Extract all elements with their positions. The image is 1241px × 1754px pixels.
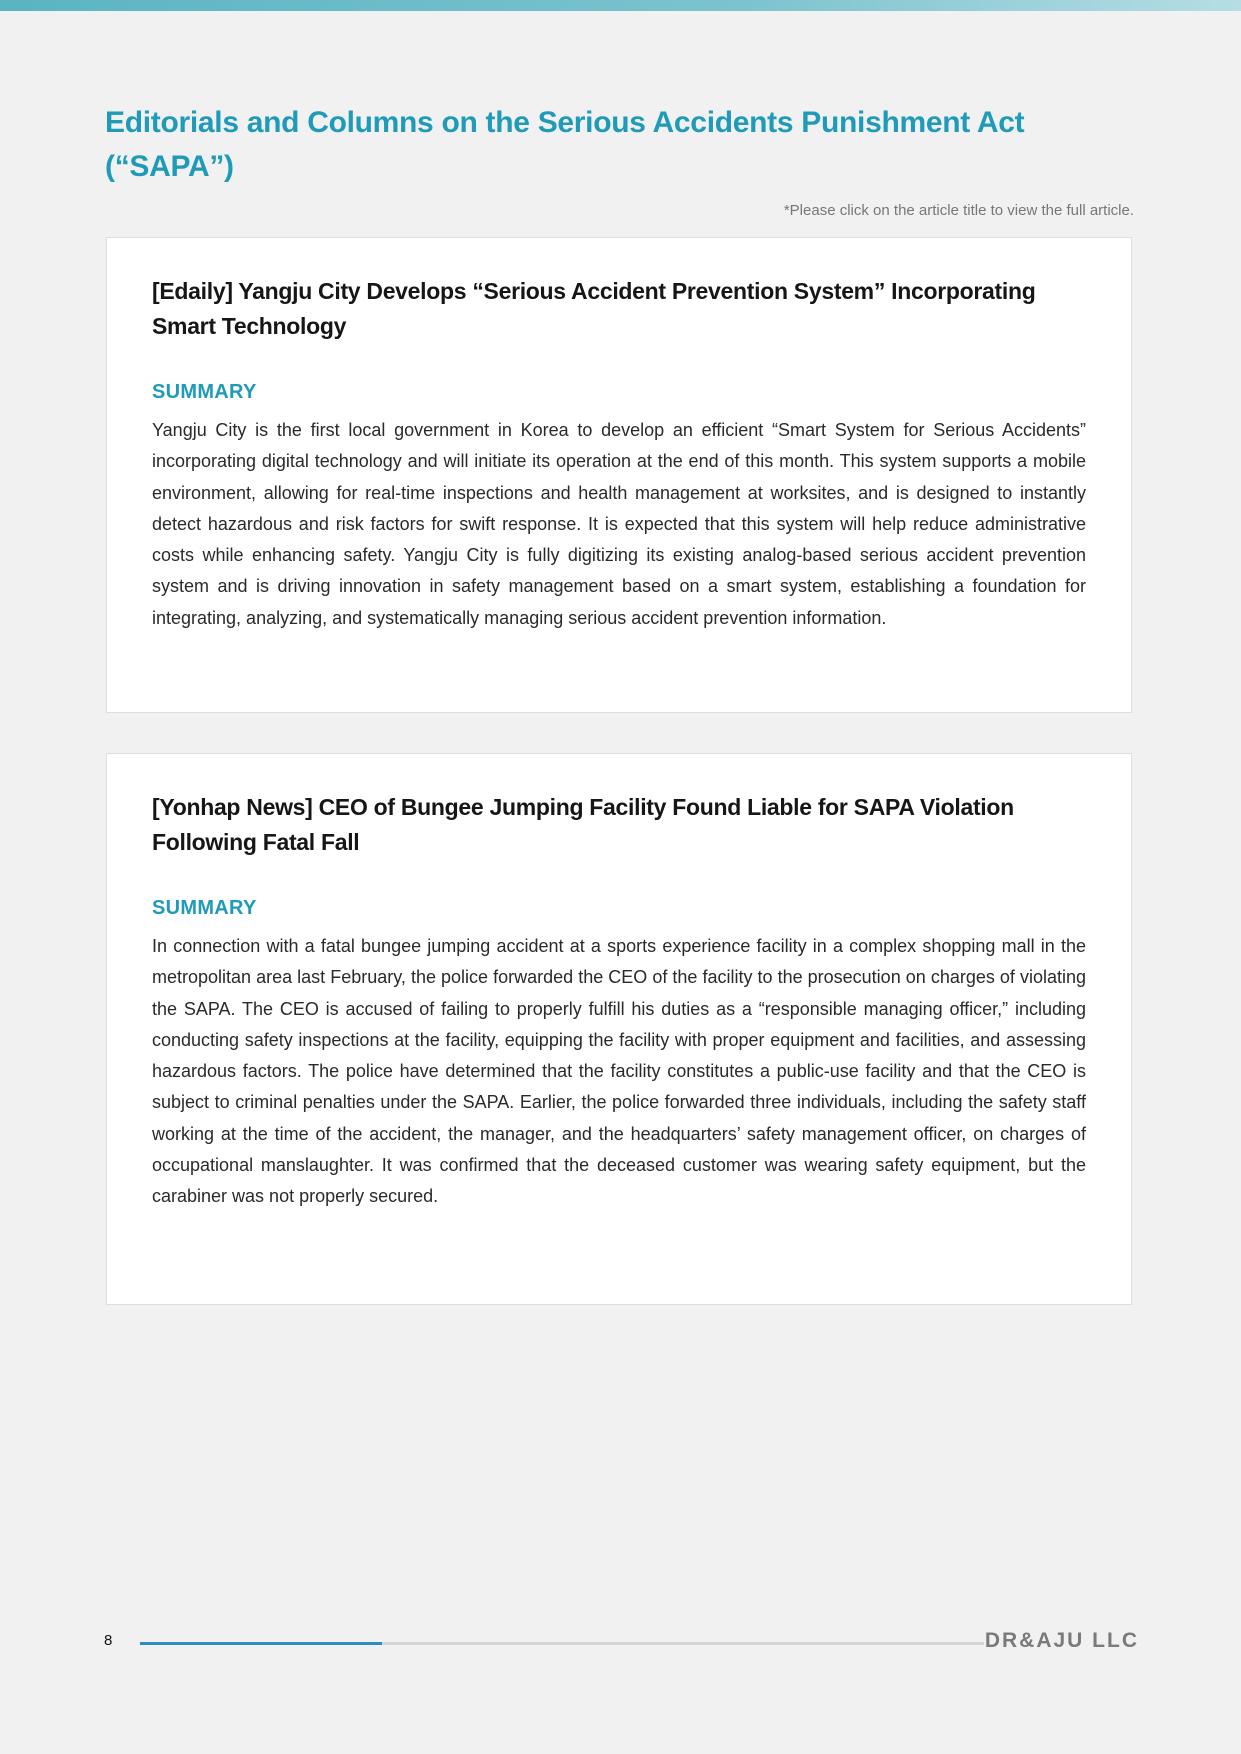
page-title: Editorials and Columns on the Serious Accidents Punishment Act (“SAPA”) — [105, 106, 1025, 183]
brand-logo: DR&AJU LLC — [984, 1629, 1139, 1652]
article-title-link[interactable]: [Edaily] Yangju City Develops “Serious Accident Prevention System” Incorporating Smart Technology — [152, 278, 1036, 339]
summary-label: SUMMARY — [152, 897, 257, 919]
article-title[interactable] — [152, 274, 1086, 344]
summary-text: In connection with a fatal bungee jumping accident at a sports experience facility in a complex shopping mall in the metropolitan area last February, the police forwarded the CEO of the facility to the prosecution on charges of violating the SAPA. The CEO is accused of failing to properly fulfill his duties as a “responsible managing officer,” including conducting safety inspections at the facility, equipping the facility with proper equipment and facilities, and assessing hazardous factors. The police have determined that the facility constitutes a public-use facility and that the CEO is subject to criminal penalties under the SAPA. Earlier, the police forwarded three individuals, including the safety staff working at the time of the accident, the manager, and the headquarters’ safety management officer, on charges of occupational manslaughter. It was confirmed that the deceased customer was wearing safety equipment, but the carabiner was not properly secured. — [152, 936, 1086, 1207]
page-progress-bar — [140, 1642, 984, 1645]
click-instruction-note: *Please click on the article title to view the full article. — [783, 202, 1134, 219]
article-card — [106, 753, 1132, 1305]
summary-text: Yangju City is the first local government in Korea to develop an efficient “Smart System for Serious Accidents” incorporating digital technology and will initiate its operation at the end of this month. This system supports a mobile environment, allowing for real-time inspections and health management at worksites, and is designed to instantly detect hazardous and risk factors for swift response. It is expected that this system will help reduce administrative costs while enhancing safety. Yangju City is fully digitizing its existing analog-based serious accident prevention system and is driving innovation in safety management based on a smart system, establishing a foundation for integrating, analyzing, and systematically managing serious accident prevention information. — [152, 420, 1086, 628]
page-progress-fill — [140, 1642, 382, 1645]
top-accent-bar — [0, 0, 1241, 11]
article-card — [106, 237, 1132, 713]
article-title[interactable] — [152, 790, 1086, 860]
summary-label: SUMMARY — [152, 381, 257, 403]
article-title-link[interactable]: [Yonhap News] CEO of Bungee Jumping Facility Found Liable for SAPA Violation Following Fatal Fall — [152, 794, 1014, 855]
page-number: 8 — [104, 1632, 113, 1649]
